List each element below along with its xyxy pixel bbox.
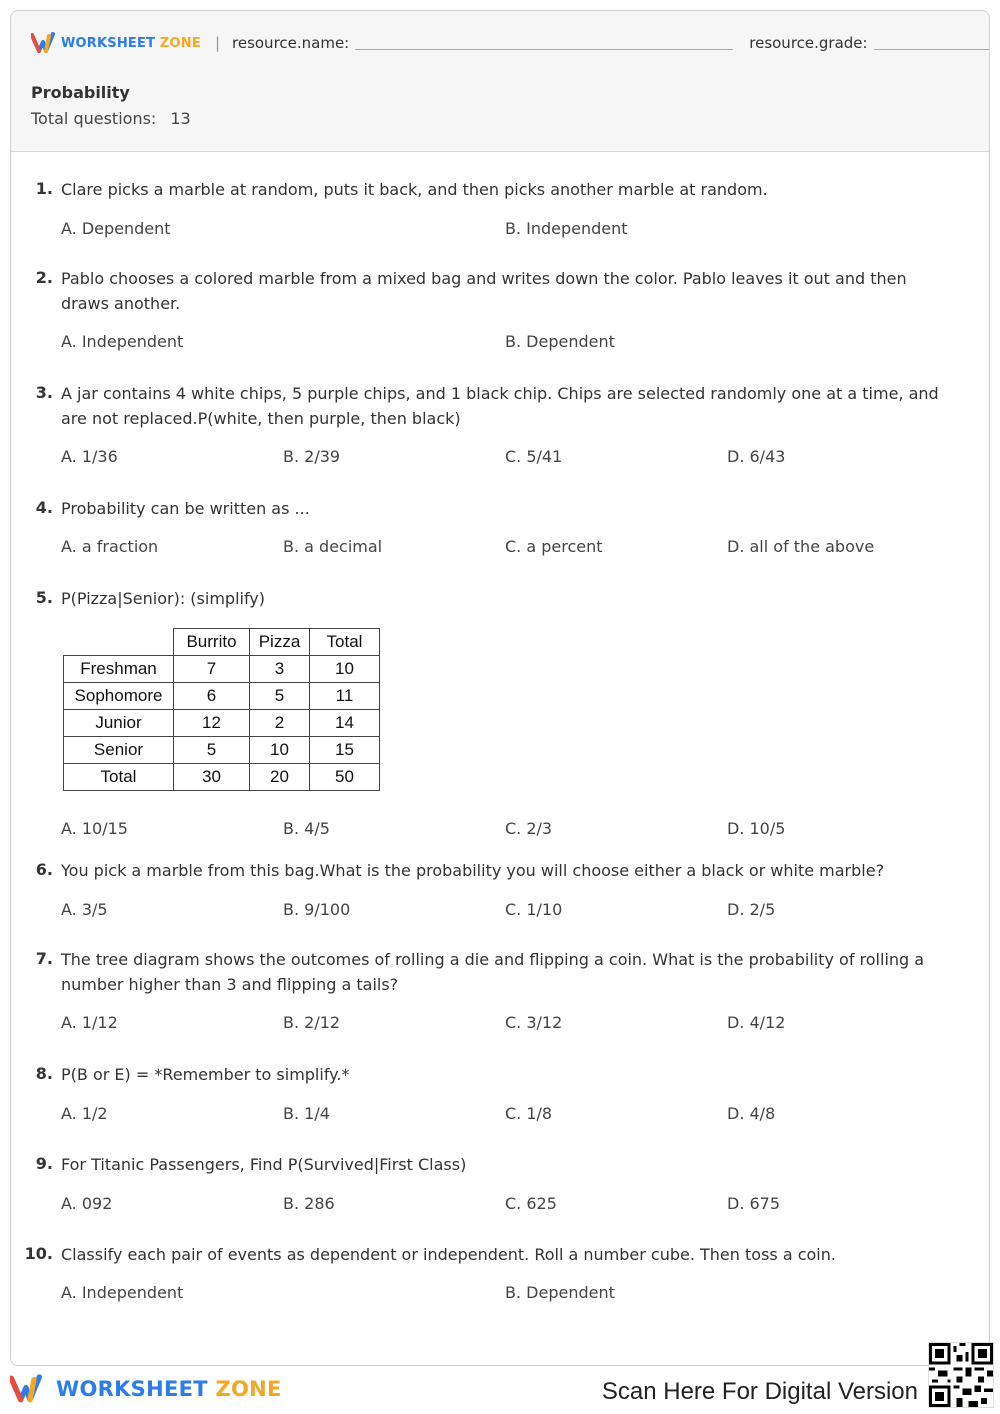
worksheet-sheet — [10, 10, 990, 1366]
question-number: 9. — [35, 1154, 53, 1173]
question-number: 6. — [35, 860, 53, 879]
option[interactable]: C. 1/10 — [505, 900, 563, 919]
option[interactable]: C. 3/12 — [505, 1013, 563, 1032]
question-options — [61, 447, 961, 471]
table-cell: 10 — [310, 656, 380, 683]
option[interactable]: C. 625 — [505, 1194, 557, 1213]
table-cell: 3 — [250, 656, 310, 683]
option[interactable]: D. 675 — [727, 1194, 781, 1213]
brand-name: WORKSHEET ZONE — [61, 35, 201, 51]
table-cell: Senior — [64, 737, 174, 764]
table-header: Burrito — [174, 629, 250, 656]
table-row — [64, 710, 380, 737]
brand-name: WORKSHEET ZONE — [56, 1377, 282, 1401]
question-options — [61, 1194, 961, 1218]
table-cell: 11 — [310, 683, 380, 710]
table-cell: 5 — [174, 737, 250, 764]
table-cell: Sophomore — [64, 683, 174, 710]
question-options — [61, 332, 961, 356]
option[interactable]: D. 2/5 — [727, 900, 776, 919]
header-topline — [31, 31, 990, 55]
question-text: For Titanic Passengers, Find P(Survived|First Class) — [61, 1155, 467, 1174]
question-number: 8. — [35, 1064, 53, 1083]
question-text: The tree diagram shows the outcomes of rolling a die and flipping a coin. What is the probability of rolling a number higher than 3 and flipping a tails? — [61, 950, 925, 994]
question-text: Probability can be written as ... — [61, 499, 310, 518]
question-options — [61, 900, 961, 924]
total-questions — [31, 109, 191, 128]
option[interactable]: A. a fraction — [61, 537, 159, 556]
option[interactable]: A. 10/15 — [61, 819, 128, 838]
qr-code-icon[interactable] — [928, 1342, 994, 1408]
cafeteria-data-table — [63, 628, 380, 791]
table-cell: Freshman — [64, 656, 174, 683]
worksheetzone-logo-icon — [10, 1374, 50, 1404]
option[interactable]: C. 2/3 — [505, 819, 553, 838]
table-cell: 7 — [174, 656, 250, 683]
option[interactable]: B. 286 — [283, 1194, 335, 1213]
table-corner-cell — [64, 629, 174, 656]
question-number: 1. — [35, 179, 53, 198]
option[interactable]: D. all of the above — [727, 537, 875, 556]
table-cell: 15 — [310, 737, 380, 764]
table-cell: Total — [64, 764, 174, 791]
question-number: 3. — [35, 383, 53, 402]
table-cell: 10 — [250, 737, 310, 764]
option[interactable]: A. 3/5 — [61, 900, 108, 919]
question-options — [61, 219, 961, 243]
question-text: A jar contains 4 white chips, 5 purple chips, and 1 black chip. Chips are selected randomly one at a time, and are not replaced.P(white, then purple, then black) — [61, 384, 939, 428]
option[interactable]: B. 1/4 — [283, 1104, 330, 1123]
option[interactable]: A. Dependent — [61, 219, 171, 238]
option[interactable]: B. Dependent — [505, 1283, 615, 1302]
option[interactable]: C. 1/8 — [505, 1104, 553, 1123]
table-header: Pizza — [250, 629, 310, 656]
scan-digital-version-text: Scan Here For Digital Version — [601, 1378, 918, 1405]
resource-name-label: resource.name: — [232, 34, 350, 52]
total-questions-count: 13 — [170, 109, 191, 128]
option[interactable]: A. 1/2 — [61, 1104, 108, 1123]
table-cell: 30 — [174, 764, 250, 791]
option[interactable]: A. Independent — [61, 1283, 184, 1302]
table-cell: 50 — [310, 764, 380, 791]
question-number: 2. — [35, 268, 53, 287]
question-number: 10. — [24, 1244, 53, 1263]
table-cell: 14 — [310, 710, 380, 737]
option[interactable]: D. 4/12 — [727, 1013, 786, 1032]
question-number: 7. — [35, 949, 53, 968]
option[interactable]: D. 6/43 — [727, 447, 786, 466]
table-cell: 20 — [250, 764, 310, 791]
table-header: Total — [310, 629, 380, 656]
table-cell: 2 — [250, 710, 310, 737]
page-footer — [0, 1366, 1000, 1414]
question-number: 4. — [35, 498, 53, 517]
option[interactable]: A. 092 — [61, 1194, 113, 1213]
question-options — [61, 819, 961, 843]
brand-logo-large — [10, 1374, 282, 1404]
table-header-row — [64, 629, 380, 656]
option[interactable]: B. 2/12 — [283, 1013, 341, 1032]
total-questions-label: Total questions: — [31, 109, 157, 128]
option[interactable]: B. a decimal — [283, 537, 383, 556]
option[interactable]: B. Independent — [505, 219, 628, 238]
table-row — [64, 737, 380, 764]
worksheet-header — [11, 11, 989, 152]
option[interactable]: B. 2/39 — [283, 447, 341, 466]
question-number: 5. — [35, 588, 53, 607]
question-options — [61, 537, 961, 561]
option[interactable]: B. Dependent — [505, 332, 615, 351]
option[interactable]: A. 1/36 — [61, 447, 118, 466]
header-separator: | — [214, 34, 220, 52]
question-text: Clare picks a marble at random, puts it back, and then picks another marble at random. — [61, 180, 768, 199]
resource-grade-line — [874, 36, 990, 50]
table-row — [64, 656, 380, 683]
table-cell: Junior — [64, 710, 174, 737]
question-text: P(B or E) = *Remember to simplify.* — [61, 1065, 350, 1084]
table-cell: 5 — [250, 683, 310, 710]
option[interactable]: D. 4/8 — [727, 1104, 776, 1123]
resource-grade-label: resource.grade: — [749, 34, 868, 52]
brand-logo-small — [31, 32, 201, 54]
question-options — [61, 1283, 961, 1307]
option[interactable]: B. 9/100 — [283, 900, 351, 919]
worksheet-title: Probability — [31, 83, 130, 102]
question-options — [61, 1104, 961, 1128]
option[interactable]: A. 1/12 — [61, 1013, 118, 1032]
option[interactable]: B. 4/5 — [283, 819, 330, 838]
option[interactable]: C. a percent — [505, 537, 603, 556]
table-row — [64, 683, 380, 710]
table-row — [64, 764, 380, 791]
question-options — [61, 1013, 961, 1037]
resource-name-line — [355, 36, 733, 50]
option[interactable]: D. 10/5 — [727, 819, 786, 838]
question-text: You pick a marble from this bag.What is the probability you will choose either a black or white marble? — [61, 861, 885, 880]
option[interactable]: A. Independent — [61, 332, 184, 351]
table-cell: 12 — [174, 710, 250, 737]
option[interactable]: C. 5/41 — [505, 447, 563, 466]
question-text: P(Pizza|Senior): (simplify) — [61, 589, 266, 608]
table-cell: 6 — [174, 683, 250, 710]
question-text: Pablo chooses a colored marble from a mixed bag and writes down the color. Pablo leaves it out and then draws another. — [61, 269, 907, 313]
question-text: Classify each pair of events as dependent or independent. Roll a number cube. Then toss a coin. — [61, 1245, 836, 1264]
worksheetzone-logo-icon — [31, 32, 61, 54]
